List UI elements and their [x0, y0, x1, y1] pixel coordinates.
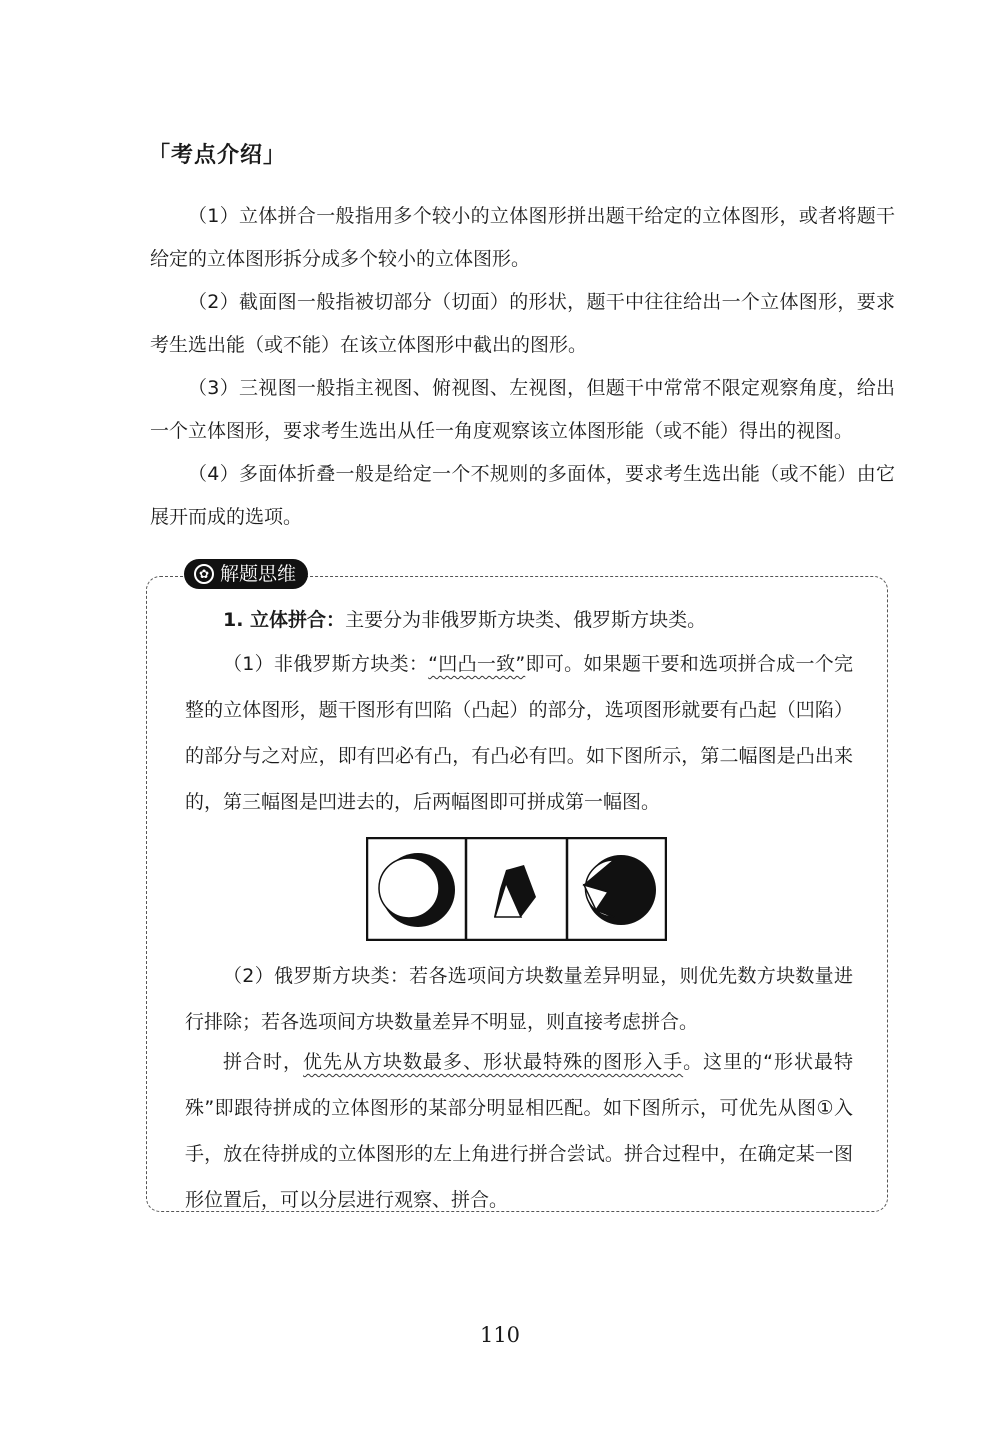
box-paragraph-3	[185, 1039, 853, 1223]
box-paragraph-2: （2）俄罗斯方块类：若各选项间方块数量差异明显，则优先数方块数量进行排除；若各选项间方块数量差异不明显，则直接考虑拼合。	[185, 965, 853, 1033]
intro-paragraph-4: （4）多面体折叠一般是给定一个不规则的多面体，要求考生选出能（或不能）由它展开而成的选项。	[150, 463, 895, 528]
box-heading-text: 主要分为非俄罗斯方块类、俄罗斯方块类。	[345, 609, 707, 631]
page-number: 110	[479, 1323, 521, 1347]
box-paragraph-1-rest: 即可。如果题干要和选项拼合成一个完整的立体图形，题干图形有凹陷（凸起）的部分，选项图形就要有凸起（凹陷）的部分与之对应，即有凹必有凸，有凸必有凹。如下图所示，第二幅图是凸出来的，第三幅图是凹进去的，后两幅图即可拼成第一幅图。	[185, 653, 854, 813]
intro-paragraph-1: （1）立体拼合一般指用多个较小的立体图形拼出题干给定的立体图形，或者将题干给定的立体图形拆分成多个较小的立体图形。	[150, 205, 895, 270]
box-paragraph-1-emphasis: “凹凸一致”	[428, 653, 526, 675]
intro-paragraph-3: （3）三视图一般指主视图、俯视图、左视图，但题干中常常不限定观察角度，给出一个立体图形，要求考生选出从任一角度观察该立体图形能（或不能）得出的视图。	[150, 377, 895, 442]
box-paragraph-3-emphasis: 优先从方块数最多、形状最特殊的图形入手	[303, 1051, 684, 1073]
solution-thinking-tag	[184, 559, 308, 589]
section-title: 「考点介绍」	[148, 143, 287, 168]
box-paragraph-3-start: 拼合时，	[223, 1051, 304, 1073]
box-paragraph-1	[185, 641, 853, 825]
intro-paragraph-2: （2）截面图一般指被切部分（切面）的形状，题干中往往给出一个立体图形，要求考生选出能（或不能）在该立体图形中截出的图形。	[150, 291, 895, 356]
box-paragraph-1-start: （1）非俄罗斯方块类：	[223, 653, 429, 675]
box-paragraph-3-rest: 。这里的“形状最特殊”即跟待拼成的立体图形的某部分明显相匹配。如下图所示，可优先从图①入手，放在待拼成的立体图形的左上角进行拼合尝试。拼合过程中，在确定某一图形位置后，可以分层进行观察、拼合。	[185, 1051, 853, 1211]
flower-icon: ✿	[194, 564, 214, 584]
box-heading-bold: 1. 立体拼合：	[223, 609, 346, 631]
figure-concave-convex	[366, 837, 667, 941]
box-heading	[185, 597, 853, 643]
solution-thinking-label: 解题思维	[220, 563, 297, 585]
